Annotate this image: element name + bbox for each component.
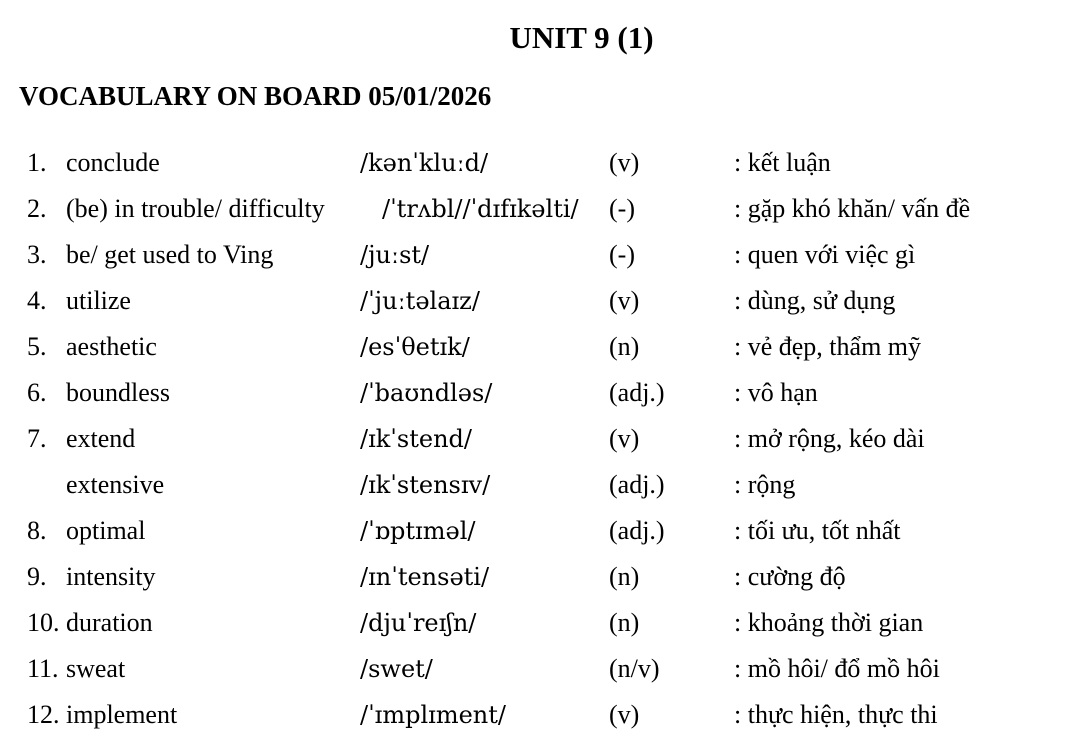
vocab-part-of-speech: (adj.) <box>609 516 665 545</box>
vocab-row <box>0 324 1071 370</box>
vocab-part-of-speech: (-) <box>609 240 635 269</box>
vocab-meaning: : thực hiện, thực thi <box>734 700 938 729</box>
vocab-part-of-speech: (-) <box>609 194 635 223</box>
vocab-part-of-speech: (v) <box>609 700 640 729</box>
vocab-part-of-speech: (v) <box>609 286 640 315</box>
vocab-number: 1. <box>27 148 47 177</box>
vocab-part-of-speech: (n) <box>609 562 640 591</box>
vocab-meaning: : khoảng thời gian <box>734 608 924 637</box>
vocab-word: intensity <box>66 562 156 591</box>
vocab-row <box>0 646 1071 692</box>
vocab-number: 6. <box>27 378 47 407</box>
vocab-row <box>0 278 1071 324</box>
vocab-number: 11. <box>27 654 59 683</box>
vocab-word: be/ get used to Ving <box>66 240 274 269</box>
vocab-number: 4. <box>27 286 47 315</box>
page-title: UNIT 9 (1) <box>509 20 654 55</box>
vocab-part-of-speech: (adj.) <box>609 470 665 499</box>
vocab-number: 8. <box>27 516 47 545</box>
vocab-meaning: : dùng, sử dụng <box>734 286 896 315</box>
vocab-word: conclude <box>66 148 160 177</box>
vocab-word: duration <box>66 608 153 637</box>
vocab-word: utilize <box>66 286 131 315</box>
vocab-row <box>0 140 1071 186</box>
vocab-pronunciation: /djuˈreɪʃn/ <box>360 609 477 637</box>
vocab-meaning: : vẻ đẹp, thẩm mỹ <box>734 332 922 361</box>
vocab-row <box>0 508 1071 554</box>
vocab-row <box>0 600 1071 646</box>
vocab-number: 12. <box>27 700 60 729</box>
vocab-pronunciation: /esˈθetɪk/ <box>360 333 470 361</box>
vocab-row <box>0 416 1071 462</box>
vocab-row <box>0 692 1071 738</box>
vocab-pronunciation: /ɪkˈstensɪv/ <box>360 471 491 499</box>
vocab-pronunciation: /ˈɒptɪməl/ <box>360 517 476 545</box>
vocab-word: implement <box>66 700 178 729</box>
vocab-row <box>0 186 1071 232</box>
vocab-pronunciation: /ˈbaʊndləs/ <box>360 379 493 407</box>
vocab-part-of-speech: (v) <box>609 148 640 177</box>
vocab-number: 3. <box>27 240 47 269</box>
vocab-number: 7. <box>27 424 47 453</box>
vocab-word: extensive <box>66 470 165 499</box>
vocab-meaning: : cường độ <box>734 562 846 591</box>
vocab-word: extend <box>66 424 136 453</box>
vocab-meaning: : rộng <box>734 470 796 499</box>
vocab-pronunciation: /swet/ <box>360 655 433 683</box>
vocab-pronunciation: /ɪnˈtensəti/ <box>360 563 490 591</box>
vocab-word: optimal <box>66 516 146 545</box>
vocab-meaning: : vô hạn <box>734 378 818 407</box>
vocab-number: 9. <box>27 562 47 591</box>
vocab-word: (be) in trouble/ difficulty <box>66 194 325 223</box>
vocabulary-list <box>0 140 1071 738</box>
vocab-part-of-speech: (n) <box>609 608 640 637</box>
vocab-number: 2. <box>27 194 47 223</box>
page-subtitle: VOCABULARY ON BOARD 05/01/2026 <box>19 81 492 111</box>
vocab-word: aesthetic <box>66 332 157 361</box>
vocab-meaning: : tối ưu, tốt nhất <box>734 516 901 545</box>
vocab-pronunciation: /ˈjuːtəlaɪz/ <box>360 287 480 315</box>
vocab-row <box>0 462 1071 508</box>
vocab-row <box>0 232 1071 278</box>
vocab-pronunciation: /juːst/ <box>360 241 430 269</box>
vocab-meaning: : kết luận <box>734 148 831 177</box>
vocab-part-of-speech: (v) <box>609 424 640 453</box>
vocab-row <box>0 554 1071 600</box>
vocab-pronunciation: /ˈtrʌbl//ˈdɪfɪkəlti/ <box>382 195 579 223</box>
vocab-number: 10. <box>27 608 60 637</box>
vocab-pronunciation: /ɪkˈstend/ <box>360 425 472 453</box>
vocab-number: 5. <box>27 332 47 361</box>
vocab-row <box>0 370 1071 416</box>
vocab-part-of-speech: (n) <box>609 332 640 361</box>
vocab-word: sweat <box>66 654 126 683</box>
vocab-meaning: : gặp khó khăn/ vấn đề <box>734 194 971 223</box>
vocab-pronunciation: /kənˈkluːd/ <box>360 149 489 177</box>
vocab-meaning: : mở rộng, kéo dài <box>734 424 925 453</box>
vocab-pronunciation: /ˈɪmplɪment/ <box>360 701 506 729</box>
vocab-meaning: : mồ hôi/ đổ mồ hôi <box>734 654 940 683</box>
vocab-part-of-speech: (n/v) <box>609 654 660 683</box>
vocab-word: boundless <box>66 378 170 407</box>
vocab-part-of-speech: (adj.) <box>609 378 665 407</box>
vocab-meaning: : quen với việc gì <box>734 240 916 269</box>
